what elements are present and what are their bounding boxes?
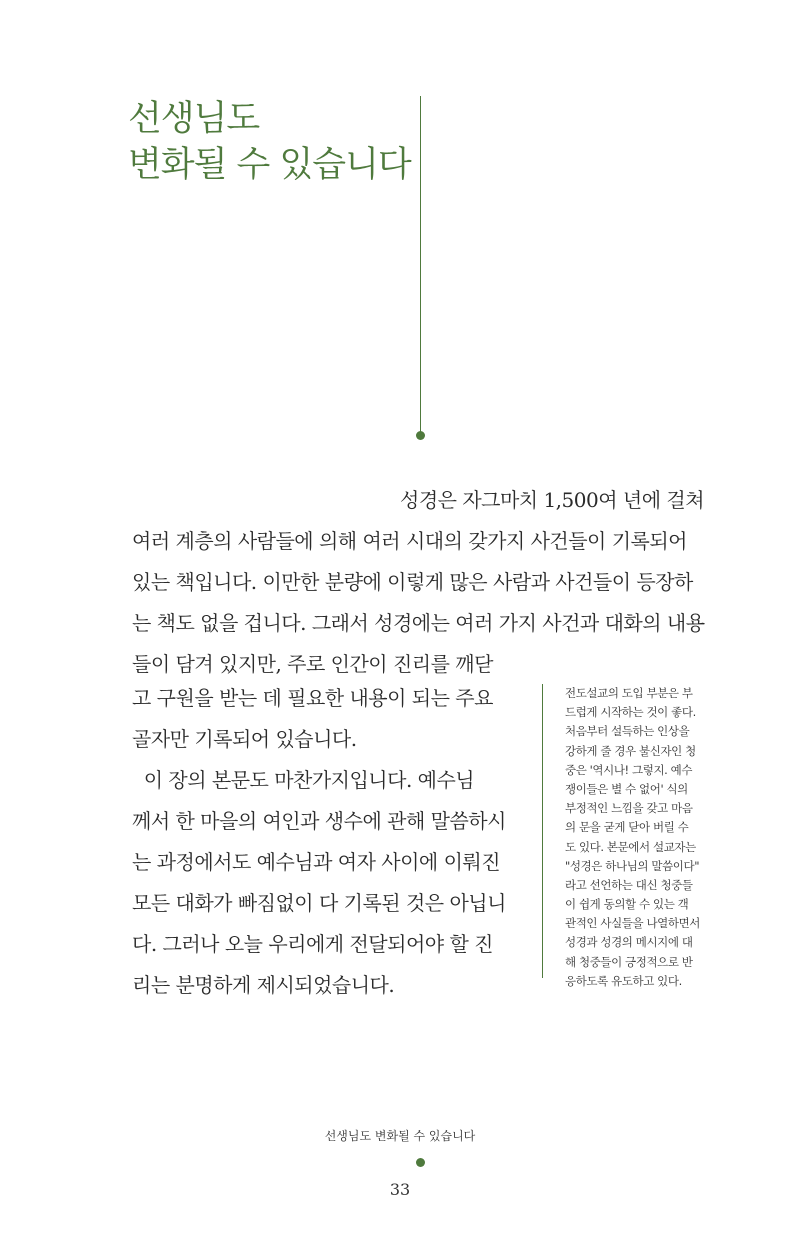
sidenote-line: 이 쉽게 동의할 수 있는 객 [565, 897, 689, 912]
body-line: 고 구원을 받는 데 필요한 내용이 되는 주요 [132, 686, 493, 710]
sidenote-line: 쟁이들은 별 수 없어' 식의 [565, 781, 688, 796]
sidenote-line: 도 있다. 본문에서 설교자는 [565, 839, 696, 854]
body-paragraph-top [132, 480, 712, 685]
margin-sidenote [542, 684, 712, 988]
body-paragraph-narrow [132, 678, 532, 1006]
sidenote-line: 해 청중들이 긍정적으로 반 [565, 954, 693, 969]
body-line: 다. 그러나 오늘 우리에게 전달되어야 할 진 [132, 932, 493, 956]
body-line: 께서 한 마을의 여인과 생수에 관해 말씀하시 [132, 809, 506, 833]
sidenote-line: 의 문을 굳게 닫아 버릴 수 [565, 820, 689, 835]
decorative-dot-icon [416, 431, 425, 440]
chapter-title-line-2: 변화될 수 있습니다 [128, 145, 411, 185]
decorative-vertical-rule [420, 96, 421, 434]
body-line: 는 책도 없을 겁니다. 그래서 성경에는 여러 가지 사건과 대화의 내용 [132, 611, 705, 635]
chapter-title-line-1: 선생님도 [128, 99, 260, 139]
running-footer-title: 선생님도 변화될 수 있습니다 [324, 1129, 476, 1143]
body-line: 는 과정에서도 예수님과 여자 사이에 이뤄진 [132, 850, 501, 874]
body-line: 성경은 자그마치 1,500여 년에 걸쳐 [400, 488, 705, 512]
page-number: 33 [389, 1180, 411, 1199]
footer-dot-icon [416, 1158, 425, 1167]
body-line: 이 장의 본문도 마찬가지입니다. 예수님 [132, 768, 475, 792]
sidenote-line: 라고 선언하는 대신 청중들 [565, 877, 693, 892]
body-line: 골자만 기록되어 있습니다. [132, 727, 357, 751]
body-line: 모든 대화가 빠짐없이 다 기록된 것은 아닙니 [132, 891, 506, 915]
sidenote-line: 성경과 성경의 메시지에 대 [565, 935, 693, 950]
body-line: 리는 분명하게 제시되었습니다. [132, 973, 395, 997]
sidenote-line: 응하도록 유도하고 있다. [565, 973, 682, 988]
sidenote-line: 부정적인 느낌을 갖고 마음 [565, 801, 693, 816]
sidenote-line: 전도설교의 도입 부분은 부 [565, 686, 693, 700]
sidenote-line: "성경은 하나님의 말씀이다" [565, 858, 700, 873]
chapter-title [128, 96, 411, 188]
sidenote-line: 관적인 사실들을 나열하면서 [565, 916, 701, 931]
sidenote-line: 처음부터 설득하는 인상을 [565, 724, 690, 739]
sidenote-line: 드럽게 시작하는 것이 좋다. [565, 705, 696, 720]
body-line: 들이 담겨 있지만, 주로 인간이 진리를 깨닫 [132, 652, 493, 676]
sidenote-line: 강하게 줄 경우 불신자인 청 [565, 743, 696, 758]
sidenote-line: 중은 '역시나! 그렇지. 예수 [565, 762, 693, 777]
body-line: 여러 계층의 사람들에 의해 여러 시대의 갖가지 사건들이 기록되어 [132, 529, 687, 553]
body-line: 있는 책입니다. 이만한 분량에 이렇게 많은 사람과 사건들이 등장하 [132, 570, 693, 594]
